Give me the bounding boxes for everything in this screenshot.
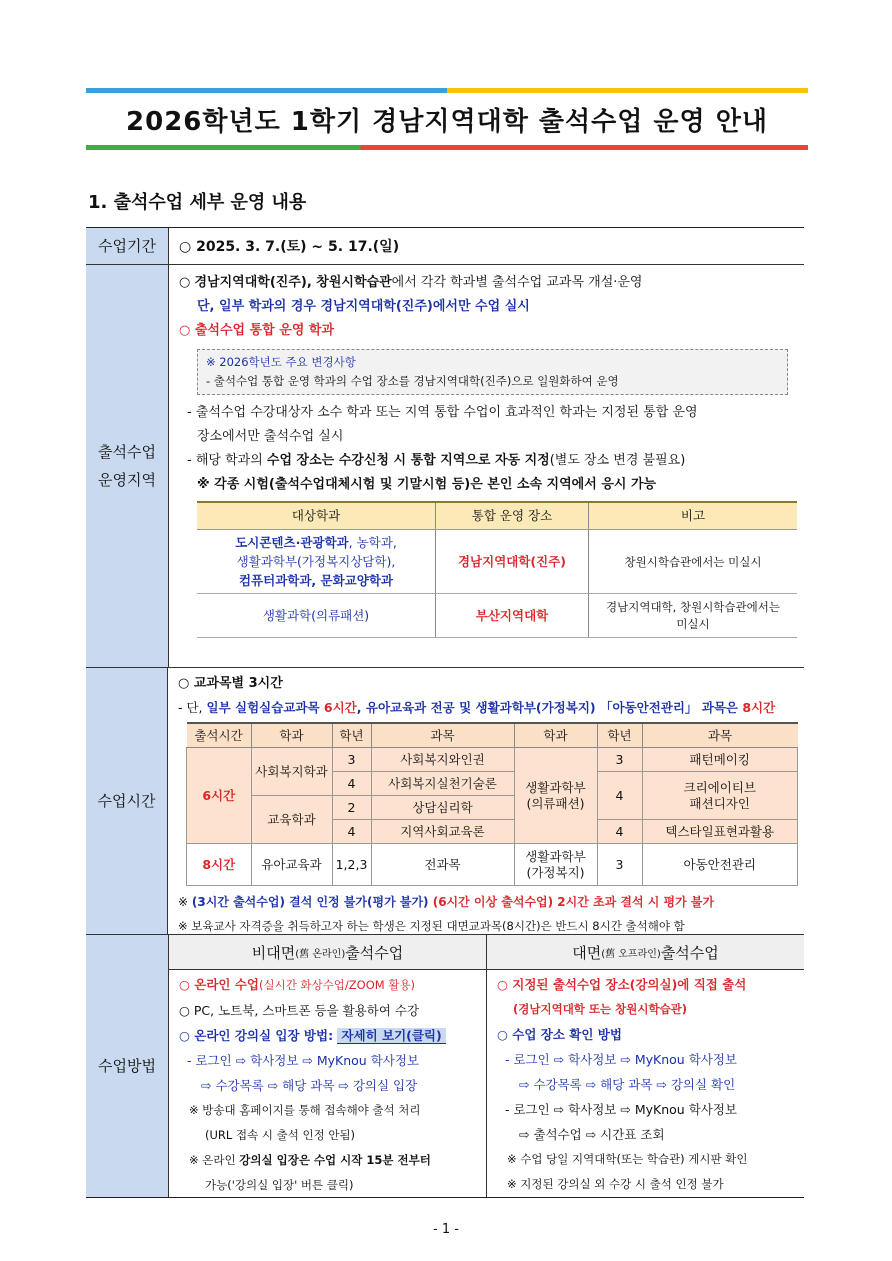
- th-place: 통합 운영 장소: [436, 502, 589, 530]
- grade: 2: [332, 796, 371, 820]
- offline-line4: - 로그인 ⇨ 학사정보 ⇨ MyKnou 학사정보: [505, 1052, 737, 1067]
- hours-line2: - 단, 일부 실험실습교과목 6시간, 유아교육과 전공 및 생활과학부(가정복지) 「아동안전관리」 과목은 8시간: [178, 700, 776, 715]
- offline-line2: (경남지역대학 또는 창원시학습관): [513, 1002, 688, 1016]
- change-notice-text: - 출석수업 통합 운영 학과의 수업 장소를 경남지역대학(진주)으로 일원화하여 운영: [206, 374, 619, 388]
- period-label: 수업기간: [86, 228, 169, 264]
- grade: 4: [332, 820, 371, 844]
- th-dept2: 학과: [514, 723, 597, 748]
- grade: 3: [597, 844, 642, 886]
- online-line9: 가능('강의실 입장' 버튼 클릭): [205, 1178, 354, 1192]
- dept-edu: 교육학과: [251, 796, 332, 844]
- method-label: 수업방법: [86, 935, 169, 1197]
- hours-note2: ※ 보육교사 자격증을 취득하고자 하는 학생은 지정된 대면교과목(8시간)은 반드시 8시간 출석해야 함: [178, 919, 685, 933]
- offline-line1: ○ 지정된 출석수업 장소(강의실)에 직접 출석: [497, 977, 747, 992]
- change-notice-title: ※ 2026학년도 주요 변경사항: [206, 355, 356, 369]
- hours-note1: ※ (3시간 출석수업) 결석 인정 불가(평가 불가) (6시간 이상 출석수업) 2시간 초과 결석 시 평가 불가: [178, 895, 715, 909]
- dept-social: 사회복지학과: [251, 748, 332, 796]
- region-label-line1: 출석수업: [98, 443, 156, 461]
- th-dept: 대상학과: [197, 502, 436, 530]
- subject: 아동안전관리: [642, 844, 798, 886]
- row1-place: 경남지역대학(진주): [436, 530, 589, 594]
- dept: 유아교육과: [251, 844, 332, 886]
- page-number: - 1 -: [433, 1222, 459, 1237]
- period-value: ○ 2025. 3. 7.(토) ~ 5. 17.(일): [179, 239, 400, 255]
- subject: 패턴메이킹: [642, 748, 798, 772]
- online-line1: ○ 온라인 수업(실시간 화상수업/ZOOM 활용): [179, 977, 416, 992]
- hours-table: [186, 722, 798, 886]
- region-line3: ○ 출석수업 통합 운영 학과: [179, 323, 335, 338]
- dept: 생활과학부 (가정복지): [514, 844, 597, 886]
- online-line8: ※ 온라인 강의실 입장은 수업 시작 15분 전부터: [189, 1153, 431, 1167]
- offline-line5: ⇨ 수강목록 ⇨ 해당 과목 ⇨ 강의실 확인: [519, 1077, 736, 1092]
- subject: 사회복지실천기술론: [371, 772, 514, 796]
- online-column: [169, 935, 486, 1197]
- region-label: [86, 265, 169, 667]
- row1-note: 창원시학습관에서는 미실시: [589, 530, 798, 594]
- table-row: [187, 844, 798, 886]
- hours-row: [86, 668, 804, 935]
- subject: 텍스타일표현과활용: [642, 820, 798, 844]
- hours-line1: ○ 교과목별 3시간: [178, 676, 283, 691]
- offline-line3: ○ 수업 장소 확인 방법: [497, 1027, 622, 1042]
- subject: 사회복지와인권: [371, 748, 514, 772]
- grade: 3: [597, 748, 642, 772]
- change-notice-box: [197, 349, 788, 395]
- dept-life: 생활과학부 (의류패션): [514, 748, 597, 844]
- row2-note: 경남지역대학, 창원시학습관에서는 미실시: [589, 594, 798, 638]
- region-content: [169, 265, 804, 667]
- online-line7: (URL 접속 시 출석 인정 안됨): [205, 1128, 356, 1142]
- online-heading: 비대면 (舊 온라인) 출석수업: [169, 935, 486, 970]
- row2-dept: 생활과학(의류패션): [197, 594, 436, 638]
- grade: 1,2,3: [332, 844, 371, 886]
- method-row: [86, 935, 804, 1197]
- th-subject2: 과목: [642, 723, 798, 748]
- th-subject1: 과목: [371, 723, 514, 748]
- region-line5: - 해당 학과의 수업 장소는 수강신청 시 통합 지역으로 자동 지정(별도 장소 변경 불필요): [187, 453, 686, 468]
- online-line6: ※ 방송대 홈페이지를 통해 접속해야 출석 처리: [189, 1103, 421, 1117]
- online-line5: ⇨ 수강목록 ⇨ 해당 과목 ⇨ 강의실 입장: [201, 1078, 418, 1093]
- grade: 4: [597, 820, 642, 844]
- table-row: [197, 594, 797, 638]
- region-line2: 단, 일부 학과의 경우 경남지역대학(진주)에서만 수업 실시: [197, 299, 530, 314]
- hours-content: [168, 668, 804, 934]
- info-table: [86, 227, 804, 1198]
- region-line1: ○ 경남지역대학(진주), 창원시학습관에서 각각 학과별 출석수업 교과목 개설·운영: [179, 275, 643, 290]
- row2-place: 부산지역대학: [436, 594, 589, 638]
- subject: 크리에이티브 패션디자인: [642, 772, 798, 820]
- table-row: [197, 530, 797, 594]
- th-dept1: 학과: [251, 723, 332, 748]
- subject: 지역사회교육론: [371, 820, 514, 844]
- region-line4a: - 출석수업 수강대상자 소수 학과 또는 지역 통합 수업이 효과적인 학과는 지정된 통합 운영: [187, 405, 698, 420]
- online-line2: ○ PC, 노트북, 스마트폰 등을 활용하여 수강: [179, 1003, 420, 1018]
- integrated-dept-table: [197, 501, 797, 638]
- offline-line7: ⇨ 출석수업 ⇨ 시간표 조회: [519, 1127, 665, 1142]
- grade: 4: [332, 772, 371, 796]
- region-line4b: 장소에서만 출석수업 실시: [197, 429, 344, 444]
- table-row: [187, 748, 798, 772]
- section-heading: 1. 출석수업 세부 운영 내용: [88, 192, 307, 213]
- offline-heading: 대면 (舊 오프라인) 출석수업: [487, 935, 804, 970]
- hours-label: 수업시간: [86, 668, 168, 934]
- grade: 4: [597, 772, 642, 820]
- six-hours: 6시간: [187, 748, 252, 844]
- period-row: [86, 228, 804, 265]
- grade: 3: [332, 748, 371, 772]
- region-row: [86, 265, 804, 668]
- th-hours: 출석시간: [187, 723, 252, 748]
- eight-hours: 8시간: [187, 844, 252, 886]
- region-label-line2: 운영지역: [98, 471, 156, 489]
- row1-depts: 도시콘텐츠·관광학과, 농학과, 생활과학부(가정복지상담학), 컴퓨터과학과, 문화교양학과: [197, 530, 436, 594]
- th-note: 비고: [589, 502, 798, 530]
- details-link[interactable]: 자세히 보기(클릭): [337, 1028, 445, 1044]
- subject: 상담심리학: [371, 796, 514, 820]
- offline-line9: ※ 지정된 강의실 외 수강 시 출석 인정 불가: [507, 1177, 724, 1191]
- offline-line6: - 로그인 ⇨ 학사정보 ⇨ MyKnou 학사정보: [505, 1102, 737, 1117]
- title-bottom-bar: [86, 145, 808, 150]
- offline-column: [486, 935, 804, 1197]
- page-title: 2026학년도 1학기 경남지역대학 출석수업 운영 안내: [126, 106, 768, 137]
- online-line3: ○ 온라인 강의실 입장 방법: 자세히 보기(클릭): [179, 1023, 480, 1048]
- th-grade2: 학년: [597, 723, 642, 748]
- offline-line8: ※ 수업 당일 지역대학(또는 학습관) 게시판 확인: [507, 1152, 748, 1166]
- online-line4: - 로그인 ⇨ 학사정보 ⇨ MyKnou 학사정보: [187, 1053, 419, 1068]
- th-grade1: 학년: [332, 723, 371, 748]
- subject: 전과목: [371, 844, 514, 886]
- region-line6: ※ 각종 시험(출석수업대체시험 및 기말시험 등)은 본인 소속 지역에서 응시 가능: [197, 477, 657, 492]
